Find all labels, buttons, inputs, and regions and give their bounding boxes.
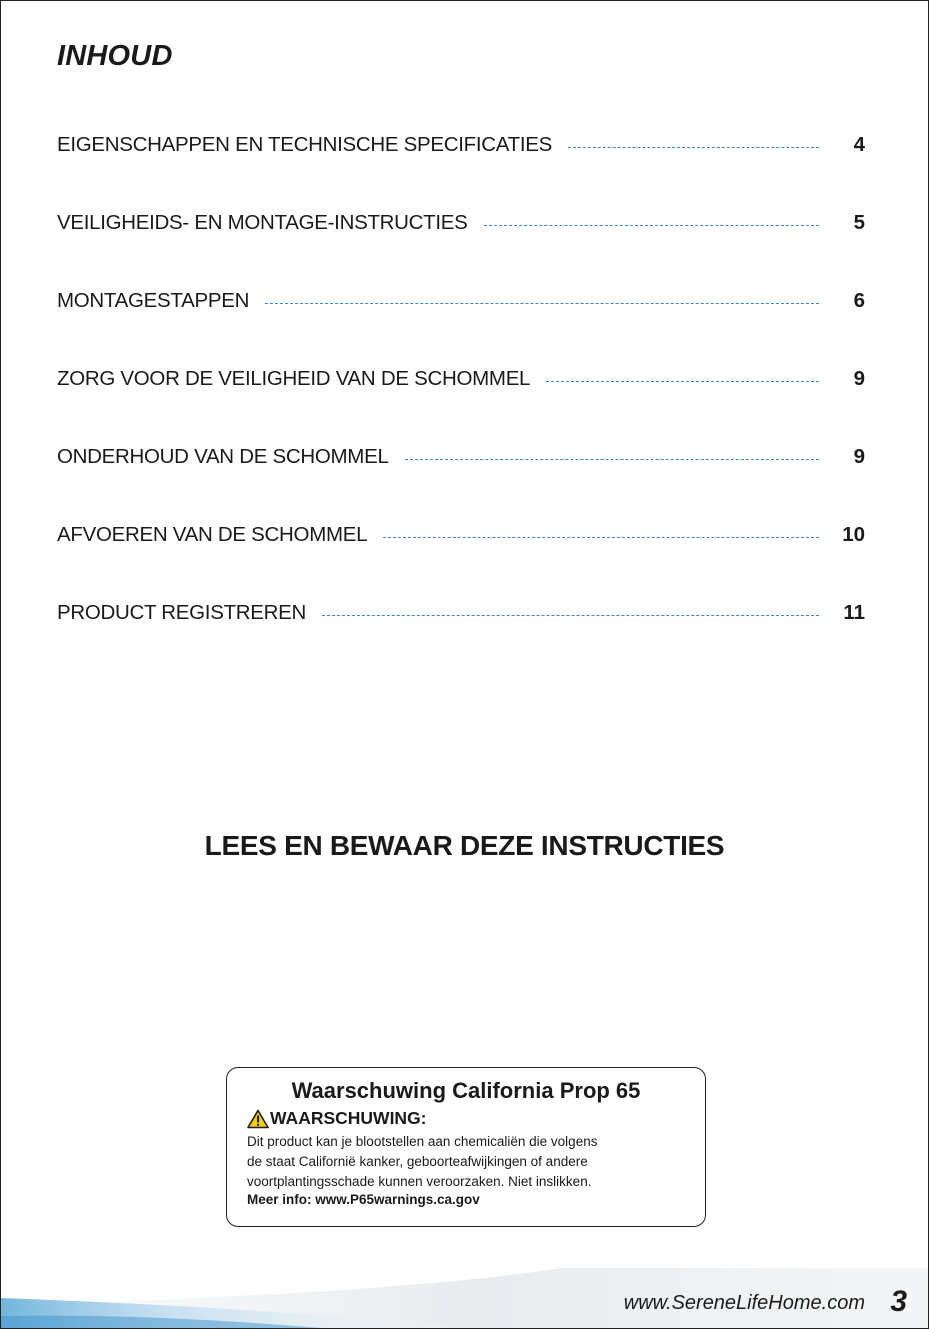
toc-leader [568, 147, 819, 148]
toc-entry-page: 9 [853, 445, 865, 468]
warning-line: Dit product kan je blootstellen aan chemicaliën die volgens [247, 1134, 598, 1149]
toc-entry[interactable] [57, 362, 865, 396]
toc-entry-label: ONDERHOUD VAN DE SCHOMMEL [57, 445, 389, 468]
footer-website: www.SereneLifeHome.com [623, 1292, 865, 1314]
toc-leader [383, 537, 819, 538]
toc-entry-label: EIGENSCHAPPEN EN TECHNISCHE SPECIFICATIES [57, 133, 552, 156]
toc-title: INHOUD [57, 40, 173, 72]
prop65-warning-box [226, 1067, 706, 1227]
page-number: 3 [890, 1285, 907, 1318]
toc-entry[interactable] [57, 284, 865, 318]
table-of-contents [57, 128, 865, 674]
toc-entry[interactable] [57, 518, 865, 552]
warning-heading [247, 1108, 427, 1129]
toc-entry-label: ZORG VOOR DE VEILIGHEID VAN DE SCHOMMEL [57, 367, 531, 390]
warning-heading-text: WAARSCHUWING: [270, 1108, 427, 1128]
warning-more-info: Meer info: www.P65warnings.ca.gov [247, 1192, 480, 1207]
toc-leader [546, 381, 819, 382]
toc-entry-page: 11 [843, 601, 865, 624]
toc-entry-page: 5 [853, 211, 865, 234]
toc-entry-label: MONTAGESTAPPEN [57, 289, 250, 312]
warning-title: Waarschuwing California Prop 65 [291, 1078, 641, 1103]
toc-entry-page: 10 [842, 523, 865, 546]
toc-leader [265, 303, 819, 304]
toc-entry[interactable] [57, 128, 865, 162]
toc-entry[interactable] [57, 440, 865, 474]
toc-entry-page: 6 [853, 289, 865, 312]
warning-line: voortplantingsschade kunnen veroorzaken. Niet inslikken. [247, 1174, 592, 1189]
read-instructions-notice: LEES EN BEWAAR DEZE INSTRUCTIES [204, 830, 725, 861]
toc-entry-page: 9 [853, 367, 865, 390]
toc-entry[interactable] [57, 206, 865, 240]
toc-entry-page: 4 [853, 133, 865, 156]
toc-entry-label: AFVOEREN VAN DE SCHOMMEL [57, 523, 368, 546]
toc-entry-label: VEILIGHEIDS- EN MONTAGE-INSTRUCTIES [57, 211, 468, 234]
toc-leader [322, 615, 819, 616]
toc-leader [405, 459, 819, 460]
toc-entry-label: PRODUCT REGISTREREN [57, 601, 307, 624]
warning-triangle-icon [247, 1109, 269, 1129]
warning-body [247, 1132, 687, 1192]
toc-entry[interactable] [57, 596, 865, 630]
warning-line: de staat Californië kanker, geboorteafwijkingen of andere [247, 1154, 588, 1169]
toc-leader [484, 225, 819, 226]
